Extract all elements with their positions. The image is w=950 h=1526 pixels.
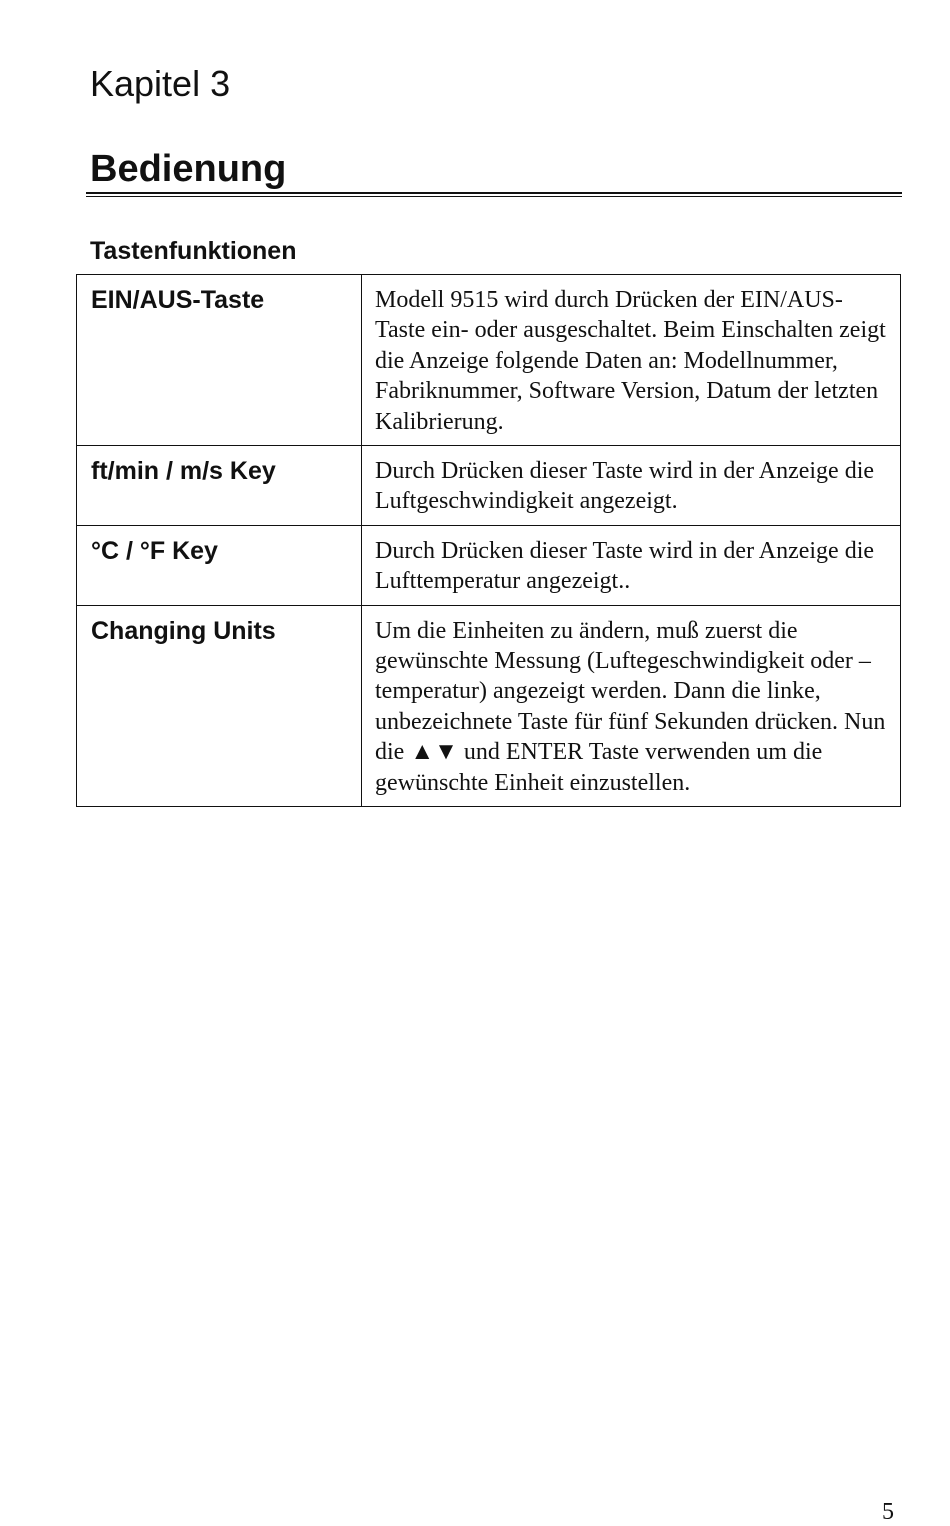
key-description-cell: Modell 9515 wird durch Drücken der EIN/AUS-Taste ein- oder ausgeschaltet. Beim Einschalten zeigt die Anzeige folgende Daten an: Modellnummer, Fabriknummer, Software Version, Datum der letzten Kalibrierung. (362, 275, 901, 446)
table-row (77, 446, 901, 526)
key-description-cell: Durch Drücken dieser Taste wird in der Anzeige die Lufttemperatur angezeigt.. (362, 525, 901, 605)
key-name-cell: °C / °F Key (77, 525, 362, 605)
title-rule-thin (86, 196, 902, 197)
key-name-cell: ft/min / m/s Key (77, 446, 362, 526)
table-row (77, 605, 901, 806)
chapter-title: Bedienung (90, 148, 287, 190)
key-name-cell: Changing Units (77, 605, 362, 806)
key-name-cell: EIN/AUS-Taste (77, 275, 362, 446)
table-row (77, 525, 901, 605)
key-description-cell: Durch Drücken dieser Taste wird in der Anzeige die Luftgeschwindigkeit angezeigt. (362, 446, 901, 526)
section-heading: Tastenfunktionen (90, 237, 297, 265)
chapter-label: Kapitel 3 (90, 63, 231, 104)
key-functions-table (76, 274, 901, 807)
page-number: 5 (882, 1499, 894, 1525)
key-description-cell: Um die Einheiten zu ändern, muß zuerst die gewünschte Messung (Luftegeschwindigkeit oder –temperatur) angezeigt werden. Dann die linke, unbezeichnete Taste für fünf Sekunden drücken. Nun die ▲▼ und ENTER Taste verwenden um die gewünschte Einheit einzustellen. (362, 605, 901, 806)
title-rule-thick (86, 192, 902, 194)
table-row (77, 275, 901, 446)
